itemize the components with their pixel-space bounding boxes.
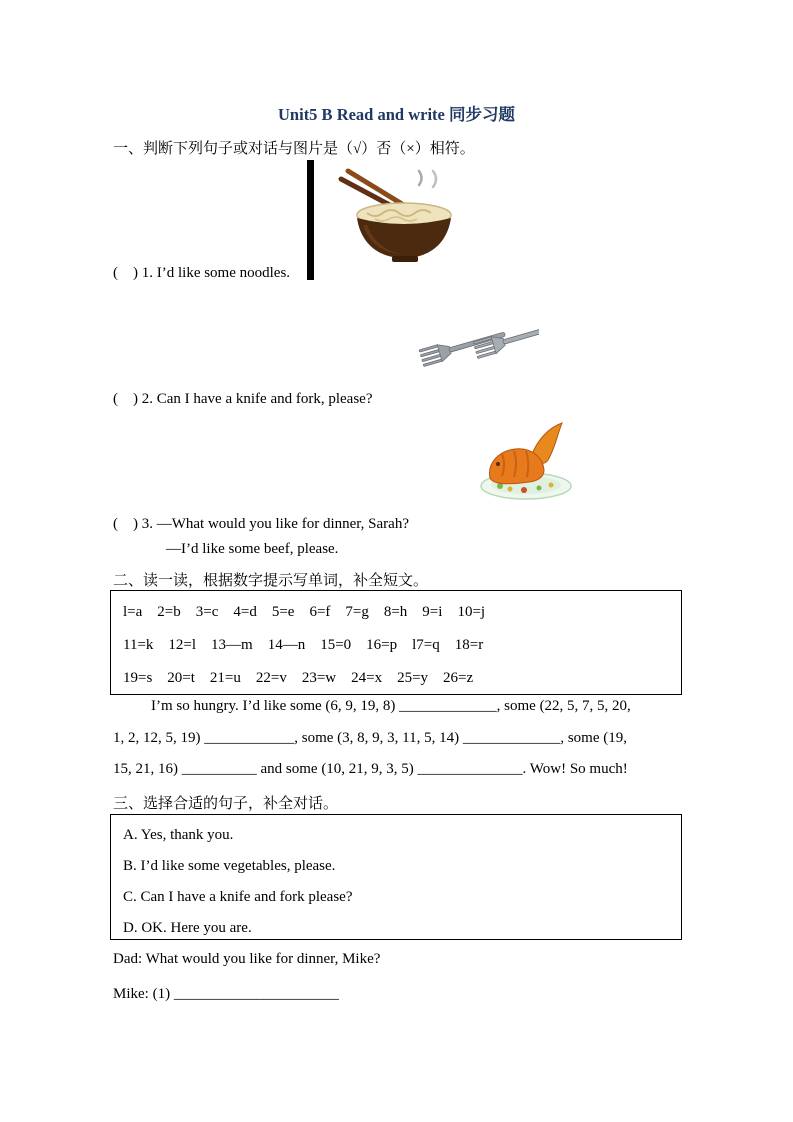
option-b: B. I’d like some vegetables, please. (123, 858, 336, 874)
vertical-divider-bar (307, 160, 314, 280)
letter-code-table (110, 590, 682, 695)
noodle-bowl-icon (335, 165, 467, 263)
letter-code-row: 11=k 12=l 13—m 14—n 15=0 16=p l7=q 18=r (123, 637, 484, 653)
option-d: D. OK. Here you are. (123, 920, 252, 936)
dialog-dad-line: Dad: What would you like for dinner, Mike? (113, 951, 381, 967)
options-box (110, 814, 682, 940)
question-1-text: ( ) 1. I’d like some noodles. (113, 265, 291, 281)
question-2-text: ( ) 2. Can I have a knife and fork, please? (113, 391, 373, 407)
forks-image (413, 320, 539, 392)
letter-code-row: 19=s 20=t 21=u 22=v 23=w 24=x 25=y 26=z (123, 670, 474, 686)
option-a: A. Yes, thank you. (123, 827, 234, 843)
dialog-mike-line: Mike: (1) ______________________ (113, 986, 339, 1002)
question-3-line2: —I’d like some beef, please. (166, 541, 339, 557)
fill-in-paragraph-line2: 1, 2, 12, 5, 19) ____________, some (3, 8, 9, 3, 11, 5, 14) _____________, some (19, (113, 730, 627, 746)
section3-heading: 三、选择合适的句子，补全对话。 (113, 796, 339, 812)
noodles-image (335, 165, 467, 263)
fill-in-paragraph-line1: I’m so hungry. I’d like some (6, 9, 19, 8) _____________, some (22, 5, 7, 5, 20, (151, 698, 631, 714)
letter-code-row: l=a 2=b 3=c 4=d 5=e 6=f 7=g 8=h 9=i 10=j (123, 604, 486, 620)
fill-in-paragraph-line3: 15, 21, 16) __________ and some (10, 21, 9, 3, 5) ______________. Wow! So much! (113, 761, 628, 777)
option-c: C. Can I have a knife and fork please? (123, 889, 353, 905)
fish-dish-image (478, 420, 574, 502)
section1-heading: 一、判断下列句子或对话与图片是（√）否（×）相符。 (113, 141, 475, 157)
question-3-line1: ( ) 3. —What would you like for dinner, Sarah? (113, 516, 409, 532)
forks-icon (413, 320, 539, 392)
fish-plate-icon (478, 420, 574, 502)
section2-heading: 二、读一读，根据数字提示写单词，补全短文。 (113, 573, 429, 589)
worksheet-title: Unit5 B Read and write 同步习题 (278, 105, 515, 124)
